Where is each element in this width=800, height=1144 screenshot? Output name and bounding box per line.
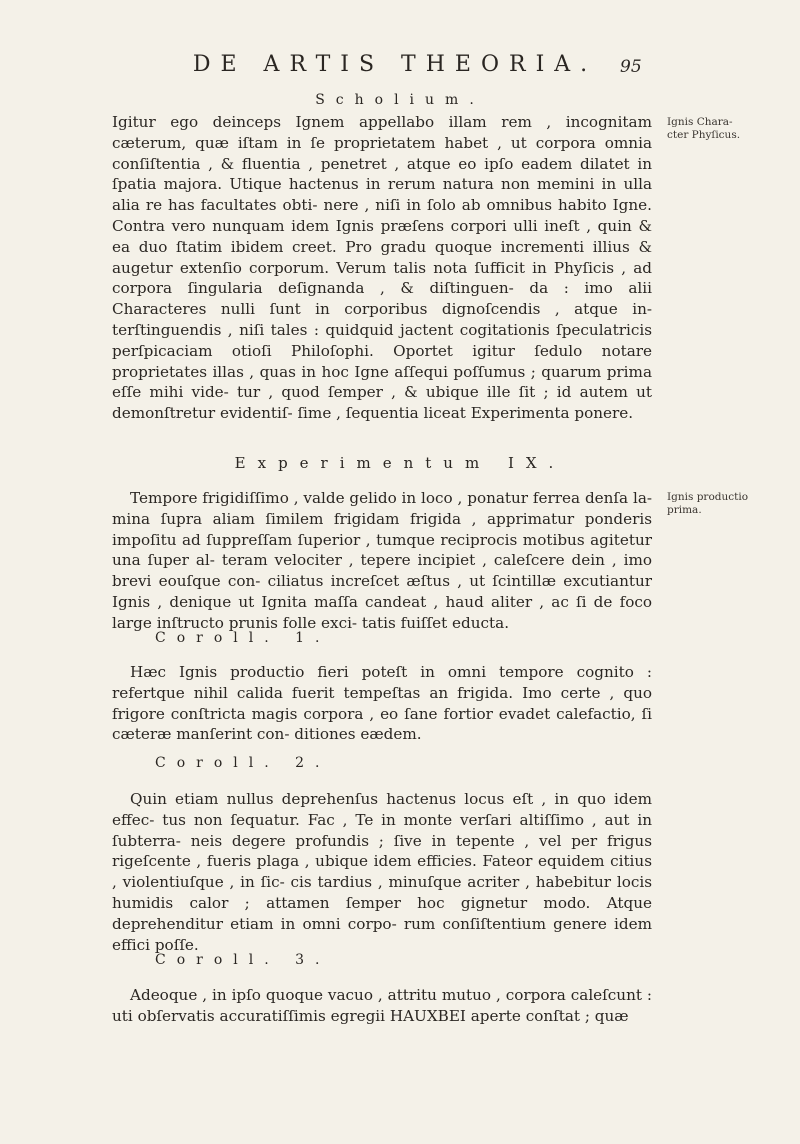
margin-note-ignis-productio: Ignis productio prima. [667, 491, 749, 516]
corollary-3-text: Adeoque , in ipſo quoque vacuo , attritu mutuo , corpora caleſcunt : uti obſervatis accuratiſſimis egregii HAUXBEI aperte conſtat ; quæ [112, 986, 652, 1025]
corollary-1-text: Hæc Ignis productio fieri poteſt in omni tempore cognito : refertque nihil calida fuerit tempeſtas an frigida. Imo certe , quo frigore conſtricta magis corpora , eo ſane fortior evadet calefactio, ſi cæteræ manſerint con- ditiones eædem. [112, 663, 652, 744]
scholium-paragraph [112, 112, 652, 424]
experimentum-heading: Experimentum IX. [234, 454, 566, 472]
corollary-2-paragraph [112, 789, 652, 955]
page-number: 95 [620, 57, 642, 77]
corollary-2-heading: Coroll. 2. [155, 755, 331, 771]
running-title: DE ARTIS THEORIA. [192, 52, 598, 77]
corollary-2-text: Quin etiam nullus deprehenſus hactenus locus eſt , in quo idem effec- tus non ſequatur. Fac , Te in monte verſari altiſſimo , aut in ſubterra- neis degere profundis ; ſive in tepente , vel per frigus rigeſcente , fueris plaga , ubique idem efficies. Fateor equidem citius , violentiuſque , in ſic- cis tardius , minuſque acriter , habebitur locis humidis calor ; attamen ſemper hoc gignetur modo. Atque deprehenditur etiam in omni corpo- rum conſiſtentium genere idem effici poſſe. [112, 790, 652, 954]
experimentum-text: Tempore frigidiſſimo , valde gelido in loco , ponatur ferrea denſa la- mina ſupra aliam ſimilem frigidam frigida , apprimatur ponderis impoſitu ad ſuppreſſam ſuperior , tumque reciprocis motibus agitetur una ſuper al- teram velociter , tepere incipiet , caleſcere dein , imo brevi eouſque con- ciliatus increſcet æſtus , ut ſcintillæ excutiantur Ignis , denique ut Ignita maſſa candeat , haud aliter , ac ſi de foco large inſtructo prunis folle exci- tatis fuiſſet educta. [112, 489, 652, 632]
margin-note-ignis-character: Ignis Chara- cter Phyſicus. [667, 116, 741, 141]
corollary-1-paragraph [112, 662, 652, 745]
scholium-text: Igitur ego deinceps Ignem appellabo illam rem , incognitam cæterum, quæ iſtam in ſe proprietatem habet , ut corpora omnia conſiſtentia , & fluentia , penetret , atque eo ipſo eadem dilatet in ſpatia majora. Utique hactenus in rerum natura non memini in ulla alia re has facultates obti- nere , niſi in ſolo ab omnibus habito Igne. Contra vero nunquam idem Ignis præſens corpori ulli ineſt , quin & ea duo ſtatim ibidem creet. Pro gradu quoque incrementi illius & augetur extenſio corporum. Verum talis nota ſufficit in Phyſicis , ad corpora ſingularia deſignanda , & diſtinguen- da : imo alii Characteres nulli ſunt in corporibus dignoſcendis , atque in- terſtinguendis , niſi tales : quidquid jactent cogitationis ſpeculatricis perſpicaciam otioſi Philoſophi. Oportet igitur ſedulo notare proprietates illas , quas in hoc Igne aſſequi poſſumus ; quarum prima eſſe mihi vide- tur , quod ſemper , & ubique ille ſit ; id autem ut demonſtretur evidentiſ- ſime , ſequentia liceat Experimenta ponere. [112, 113, 652, 423]
scholium-heading: Scholium. [315, 92, 485, 108]
corollary-3-paragraph [112, 985, 652, 1027]
corollary-3-heading: Coroll. 3. [155, 952, 331, 968]
corollary-1-heading: Coroll. 1. [155, 630, 331, 646]
experimentum-paragraph [112, 488, 652, 634]
